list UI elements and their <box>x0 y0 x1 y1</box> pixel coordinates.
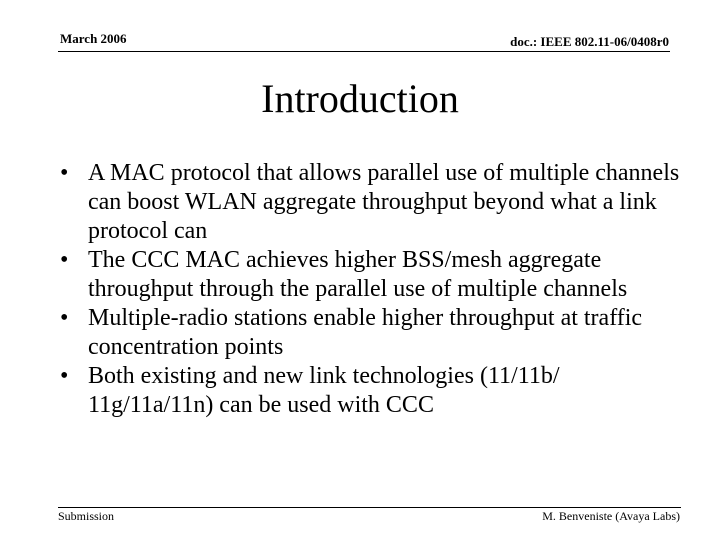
slide-title: Introduction <box>261 76 459 121</box>
bullet-marker: • <box>60 363 69 389</box>
bullet-text: Multiple-radio stations enable higher throughput at traffic concentration points <box>88 305 643 360</box>
bullet-list <box>60 159 680 420</box>
bullet-text: The CCC MAC achieves higher BSS/mesh aggregate throughput through the parallel use of multiple channels <box>88 247 628 302</box>
footer-submission: Submission <box>58 509 115 523</box>
footer-divider <box>58 507 681 508</box>
bullet-marker: • <box>60 247 69 273</box>
header-divider <box>58 51 670 52</box>
bullet-text: Both existing and new link technologies (11/11b/ 11g/11a/11n) can be used with CCC <box>88 363 560 418</box>
header-date: March 2006 <box>60 31 127 46</box>
bullet-item <box>60 159 680 246</box>
footer-author: M. Benveniste (Avaya Labs) <box>542 509 680 523</box>
bullet-marker: • <box>60 305 69 331</box>
bullet-marker: • <box>60 160 69 186</box>
bullet-text: A MAC protocol that allows parallel use of multiple channels can boost WLAN aggregate throughput beyond what a link protocol can <box>88 160 680 244</box>
header-doc-id: doc.: IEEE 802.11-06/0408r0 <box>510 34 669 49</box>
bullet-item <box>60 304 680 362</box>
bullet-item <box>60 246 680 304</box>
bullet-item <box>60 362 680 420</box>
